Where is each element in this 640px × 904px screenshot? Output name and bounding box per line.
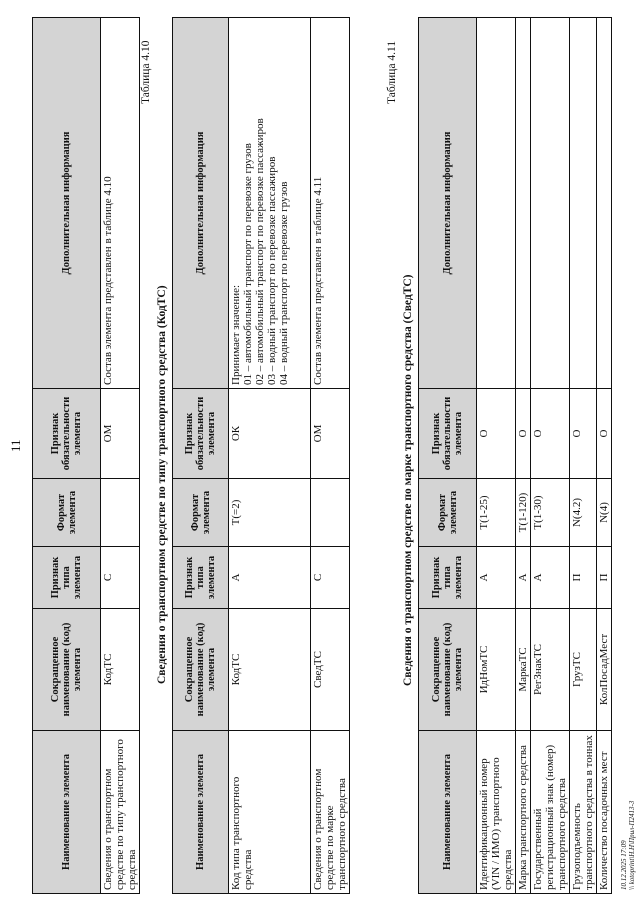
cell-name: Идентификационный номер (VIN / ИМО) транспортного средства: [477, 731, 516, 894]
cell-code: КолПосадМест: [597, 609, 612, 731]
cell-name: Количество посадочных мест: [597, 731, 612, 894]
cell-type: С: [311, 547, 350, 609]
cell-required: ОК: [229, 389, 311, 479]
cell-required: ОМ: [101, 389, 140, 479]
header-short: Сокращенное наименование (код) элемента: [419, 609, 477, 731]
info-line: 04 – водный транспорт по перевозке грузов: [278, 181, 290, 385]
cell-required: О: [477, 389, 516, 479]
cell-type: П: [597, 547, 612, 609]
header-short: Сокращенное наименование (код) элемента: [33, 609, 101, 731]
cell-info: Состав элемента представлен в таблице 4.11: [311, 18, 350, 389]
header-required: Признак обязательности элемента: [419, 389, 477, 479]
cell-format: N(4.2): [570, 479, 597, 547]
table-410-title: Сведения о транспортном средстве по типу транспортного средства (КодТС): [156, 285, 168, 684]
table-row: [531, 18, 570, 894]
header-info: Дополнительная информация: [173, 18, 229, 389]
cell-code: КодТС: [101, 609, 140, 731]
table-row: [570, 18, 597, 894]
header-name: Наименование элемента: [33, 731, 101, 894]
cell-type: А: [516, 547, 531, 609]
cell-info: [570, 18, 597, 389]
cell-required: О: [597, 389, 612, 479]
cell-type: А: [531, 547, 570, 609]
table-row: [597, 18, 612, 894]
table-411-header: [419, 18, 477, 894]
cell-type: А: [229, 547, 311, 609]
header-format: Формат элемента: [173, 479, 229, 547]
table-row: [516, 18, 531, 894]
header-format: Формат элемента: [33, 479, 101, 547]
table-row: [477, 18, 516, 894]
cell-type: С: [101, 547, 140, 609]
cell-format: T(1-120): [516, 479, 531, 547]
table-411: [418, 17, 612, 894]
header-required: Признак обязательности элемента: [33, 389, 101, 479]
table-410: [172, 17, 350, 894]
cell-code: МаркаТС: [516, 609, 531, 731]
cell-name: Марка транспортного средства: [516, 731, 531, 894]
info-line: 03 – водный транспорт по перевозке пассажиров: [266, 156, 278, 385]
table-410-number: Таблица 4.10: [140, 40, 152, 104]
header-format: Формат элемента: [419, 479, 477, 547]
cell-format: N(4): [597, 479, 612, 547]
table-row: [101, 18, 140, 894]
footer-path: \\ kotoprint\Н.Н\Прил-П2413-3: [628, 800, 636, 890]
cell-name: Сведения о транспортном средстве по марке транспортного средства: [311, 731, 350, 894]
page-number: 11: [8, 439, 23, 452]
header-short: Сокращенное наименование (код) элемента: [173, 609, 229, 731]
header-type: Признак типа элемента: [419, 547, 477, 609]
table-row: [229, 18, 311, 894]
cell-info: [516, 18, 531, 389]
cell-format: T(1-30): [531, 479, 570, 547]
header-info: Дополнительная информация: [419, 18, 477, 389]
cell-info: [597, 18, 612, 389]
footer-date: 10.12.2025 17:09: [620, 840, 628, 890]
table-411-number: Таблица 4.11: [386, 40, 398, 104]
cell-name: Грузоподъемность транспортного средства в тоннах: [570, 731, 597, 894]
top-table: [32, 17, 140, 894]
cell-format: T(=2): [229, 479, 311, 547]
cell-name: Код типа транспортного средства: [229, 731, 311, 894]
info-line: 02 – автомобильный транспорт по перевозке пассажиров: [254, 118, 266, 385]
table-410-header: [173, 18, 229, 894]
cell-type: А: [477, 547, 516, 609]
header-name: Наименование элемента: [419, 731, 477, 894]
cell-code: РегЗнакТС: [531, 609, 570, 731]
cell-code: ГрузТС: [570, 609, 597, 731]
cell-required: О: [570, 389, 597, 479]
header-type: Признак типа элемента: [33, 547, 101, 609]
cell-type: П: [570, 547, 597, 609]
cell-info: [531, 18, 570, 389]
header-name: Наименование элемента: [173, 731, 229, 894]
header-info: Дополнительная информация: [33, 18, 101, 389]
info-line: Принимает значение:: [230, 284, 242, 385]
cell-code: КодТС: [229, 609, 311, 731]
header-required: Признак обязательности элемента: [173, 389, 229, 479]
cell-info: [477, 18, 516, 389]
cell-info: [229, 18, 311, 389]
footer-stamp: [620, 801, 636, 890]
header-type: Признак типа элемента: [173, 547, 229, 609]
cell-format: T(1-25): [477, 479, 516, 547]
info-line: 01 – автомобильный транспорт по перевозке грузов: [242, 143, 254, 385]
table-row: [311, 18, 350, 894]
cell-format: [101, 479, 140, 547]
cell-code: СведТС: [311, 609, 350, 731]
cell-code: ИдНомТС: [477, 609, 516, 731]
cell-required: О: [516, 389, 531, 479]
cell-name: Сведения о транспортном средстве по типу транспортного средства: [101, 731, 140, 894]
cell-required: О: [531, 389, 570, 479]
cell-required: ОМ: [311, 389, 350, 479]
cell-name: Государственный регистрационный знак (номер) транспортного средства: [531, 731, 570, 894]
table-411-title: Сведения о транспортном средстве по марке транспортного средства (СведТС): [402, 274, 414, 686]
cell-format: [311, 479, 350, 547]
top-table-header: [33, 18, 101, 894]
cell-info: Состав элемента представлен в таблице 4.10: [101, 18, 140, 389]
